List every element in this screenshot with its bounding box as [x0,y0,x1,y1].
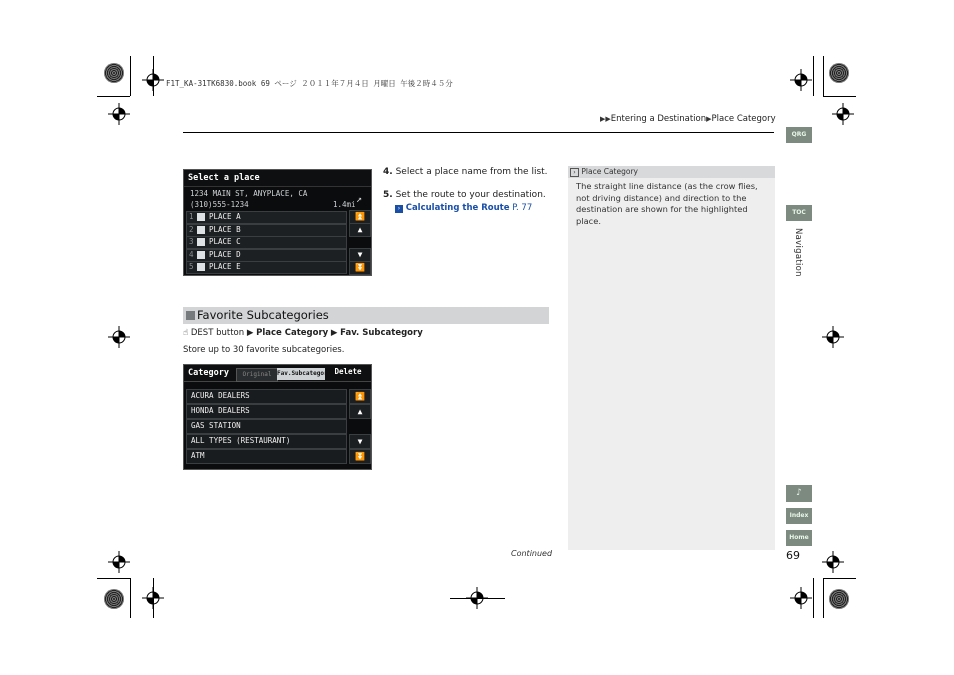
list-item-label: PLACE B [209,225,241,234]
sidebar-title-row [570,167,638,177]
list-item-number: 3 [189,237,194,246]
direction-arrow-icon: ↗ [356,194,363,205]
step-5 [383,190,546,200]
step-number: 5. [383,190,393,200]
registration-target-icon [822,551,844,573]
list-item-label: ALL TYPES (RESTAURANT) [191,436,291,445]
step-number: 4. [383,167,393,177]
list-item-number: 1 [189,212,194,221]
step-text: Set the route to your destination. [395,190,546,200]
address-line2: (310)555-1234 [190,200,249,209]
registration-target-icon [790,69,812,91]
scroll-up-icon[interactable]: ▲ [349,223,371,237]
list-item-label: PLACE E [209,262,241,271]
registration-target-icon [142,69,164,91]
step-text: Select a place name from the list. [395,167,548,177]
scroll-bottom-icon[interactable]: ⏬ [349,261,371,275]
voice-icon: ♪ [796,488,802,498]
sidebar-body: The straight line distance (as the crow flies, not driving distance) and direction to the destination are shown for the highlighted place. [576,181,758,226]
registration-dot-icon [104,63,124,83]
breadcrumb [600,114,776,124]
section-title: Favorite Subcategories [197,308,329,322]
registration-dot-icon [104,589,124,609]
registration-dot-icon [829,63,849,83]
list-item-number: 2 [189,225,194,234]
list-item-number: 4 [189,250,194,259]
calculating-route-link[interactable] [395,203,532,213]
voice-command-tab[interactable] [786,485,812,502]
triangle-right-icon: ▶▶ [600,115,611,123]
place-icon [197,251,205,259]
address-line1: 1234 MAIN ST, ANYPLACE, CA [190,189,308,198]
screen-title: Category [188,368,229,378]
place-icon [197,213,205,221]
sidebar-note [568,166,775,550]
scroll-bottom-icon[interactable]: ⏬ [349,449,371,464]
triangle-right-icon: ▶ [706,115,712,123]
place-icon [197,238,205,246]
section-description: Store up to 30 favorite subcategories. [183,345,345,355]
registration-target-icon [832,103,854,125]
qrg-tab[interactable]: QRG [786,127,812,143]
list-item-number: 5 [189,262,194,271]
reference-arrow-icon: › [570,168,579,177]
reference-arrow-icon: › [395,205,403,213]
scroll-top-icon[interactable]: ⏫ [349,389,371,404]
index-tab[interactable]: Index [786,508,812,524]
registration-target-icon [142,587,164,609]
registration-dot-icon [829,589,849,609]
breadcrumb-part1[interactable]: Entering a Destination [610,114,707,124]
step-4 [383,167,548,177]
list-item-label: ATM [191,451,205,460]
home-tab[interactable]: Home [786,530,812,546]
registration-target-icon [108,551,130,573]
triangle-right-icon: ▶ [246,328,254,338]
scroll-top-icon[interactable]: ⏫ [349,210,371,224]
select-place-screenshot [183,169,372,276]
hand-icon: ☝ [183,328,189,338]
category-screenshot [183,364,372,470]
toc-tab[interactable]: TOC [786,205,812,221]
link-page: P. 77 [512,203,533,213]
place-icon [197,226,205,234]
place-icon [197,263,205,271]
list-item-label: GAS STATION [191,421,241,430]
tab-original[interactable]: Original [236,368,278,382]
section-label-navigation: Navigation [793,228,803,277]
distance: 1.4mi [333,200,356,209]
section-square-icon [186,311,195,320]
list-item-label: PLACE C [209,237,241,246]
registration-target-icon [790,587,812,609]
link-label: Calculating the Route [405,203,510,213]
delete-button[interactable]: Delete [334,367,362,376]
registration-target-icon [108,326,130,348]
file-header: F1T_KA-31TK6830.book 69 ページ ２０１１年７月４日 月曜日 午後２時４５分 [166,79,453,88]
header-rule [183,132,774,133]
menu-path [183,328,423,338]
continued-label: Continued [511,549,553,558]
tab-fav-subcategory[interactable]: Fav.Subcategory [277,368,325,380]
breadcrumb-part2[interactable]: Place Category [711,114,776,124]
registration-target-icon [822,326,844,348]
path-mid: Place Category [256,328,329,338]
page-number: 69 [786,549,800,562]
list-item-label: PLACE A [209,212,241,221]
list-item[interactable] [186,449,347,464]
scroll-down-icon[interactable]: ▼ [349,248,371,262]
screen-title: Select a place [188,173,260,183]
path-end: Fav. Subcategory [340,328,423,338]
path-start: DEST button [190,328,245,338]
triangle-right-icon: ▶ [330,328,338,338]
section-header [183,307,549,324]
list-item-label: HONDA DEALERS [191,406,250,415]
scroll-up-icon[interactable]: ▲ [349,404,371,419]
sidebar-title: Place Category [581,167,638,176]
scroll-down-icon[interactable]: ▼ [349,434,371,449]
list-item-label: ACURA DEALERS [191,391,250,400]
registration-target-icon [108,103,130,125]
list-item-label: PLACE D [209,250,241,259]
